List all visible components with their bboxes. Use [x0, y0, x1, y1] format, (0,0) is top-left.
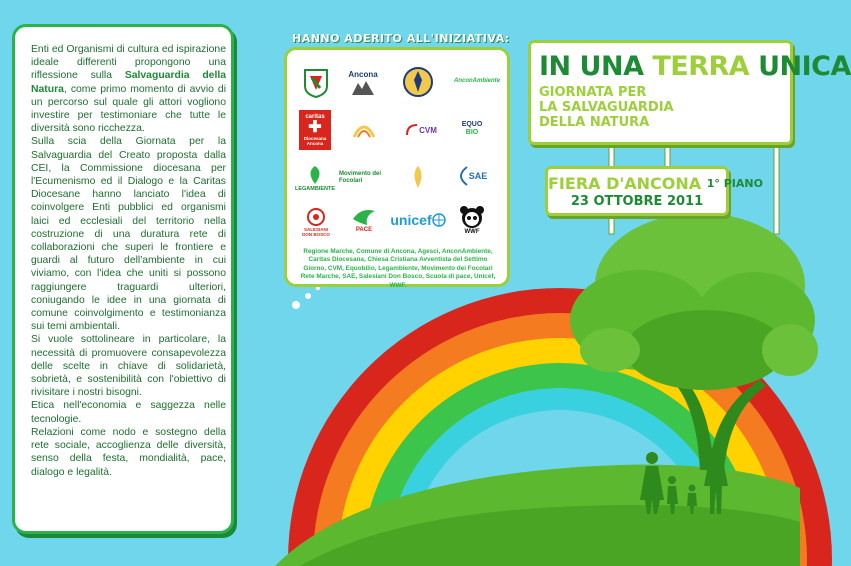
agesci-logo — [401, 64, 435, 100]
cvm-label: CVM — [419, 125, 437, 135]
caritas-logo — [299, 110, 331, 150]
unicef-logo — [385, 210, 451, 230]
unicef-label: unicef — [390, 212, 432, 228]
pace-logo — [347, 202, 381, 236]
cvm-swirl-icon — [405, 123, 419, 137]
sae-label: SAE — [468, 171, 488, 181]
sae-logo — [451, 160, 491, 192]
wwf-label: WWF — [464, 229, 480, 235]
cvm-logo — [401, 118, 441, 142]
ancona-label: Ancona — [348, 69, 378, 79]
legambiente-label: LEGAMBIENTE — [294, 186, 336, 192]
adherents-logo-panel — [284, 47, 510, 287]
intro-p1-start: Enti ed Organismi di cultura ed ispirazione ideale differenti propongono una riflessione sulla — [31, 44, 226, 82]
subtitle-line-3: DELLA NATURA — [539, 115, 650, 130]
chiesa-avventista-logo — [349, 114, 379, 144]
event-sign — [545, 166, 763, 216]
caritas-label: caritas — [305, 114, 325, 120]
adherents-title: HANNO ADERITO ALL'INIZIATIVA: — [292, 32, 510, 45]
intro-text — [31, 43, 226, 479]
intro-text-box — [12, 24, 234, 534]
equobio-logo — [457, 114, 487, 144]
event-floor: 1° PIANO — [706, 177, 763, 190]
sae-arc-icon — [455, 165, 469, 187]
focolari-logo: Movimento dei Focolari — [339, 171, 382, 184]
intro-paragraph-3: Si vuole sottolineare in particolare, la necessità di promuovere consapevolezza delle scelte in chiave di solidarietà, sobrietà, e sostenibilità con l'obiettivo di rivisitare i nostri bisogni. — [31, 334, 226, 399]
subtitle-line-1: GIORNATA PER — [539, 85, 647, 100]
anconambiente-logo: AnconAmbiente — [454, 78, 501, 84]
salesiani-emblem-icon — [306, 207, 326, 227]
panda-icon — [459, 205, 485, 229]
salesiani-logo — [299, 204, 333, 240]
event-place-line — [548, 174, 763, 193]
event-place: FIERA D'ANCONA — [548, 174, 702, 193]
intro-paragraph-5: Relazioni come nodo e sostegno della rete sociale, accoglienza delle diversità, senso della festa, mondialità, pace, dialogo e legalità. — [31, 426, 226, 478]
intro-paragraph-2: Sulla scia della Giornata per la Salvaguardia del Creato proposta dalla CEI, la Commissione diocesana per l'Ecumenismo ed il Dialogo e la Caritas Diocesane hanno lanciato l'idea di coinvolgere Enti pubblici ed organismi laici ed ecclesiali del territorio nella costruzione di una duratura rete di collaborazioni che superi le frontiere e guardi al futuro dell'ambiente in cui viviamo, con l'idea che uniti si possono raggiungere traguardi ulteriori, coniugando le idee in una giornata di comune coinvolgimento e testimonianza sui temi ambientali. — [31, 136, 226, 333]
legambiente-logo — [293, 160, 337, 196]
title-word-3: UNICA — [749, 51, 851, 82]
subtitle — [539, 85, 674, 130]
event-date: 23 OTTOBRE 2011 — [570, 194, 704, 209]
intro-p1-highlight: Salvaguardia della Natura — [31, 70, 227, 95]
equo-label: EQUO — [461, 121, 483, 128]
title-word-2: TERRA — [652, 51, 750, 82]
intro-p1-end: , come primo momento di avvio di un percorso sul quale gli attori vogliono investire per testimoniare che tutte le diversità sono ricchezza. — [31, 83, 226, 135]
title-sign — [528, 40, 851, 145]
regione-marche-logo — [301, 66, 331, 100]
cross-icon: ✚ — [308, 119, 322, 136]
title-word-1: IN UNA — [539, 51, 653, 82]
leaf-icon — [304, 164, 326, 186]
main-title — [539, 51, 851, 82]
caritas-sub-label: Diocesana Ancona — [303, 136, 327, 146]
adherents-list: Regione Marche, Comune di Ancona, Agesci, AnconAmbiente, Caritas Diocesana, Chiesa Cristiana Avventista del Settimo Giorno, CVM, Equobilio, Legambiente, Movimento dei Focolari Rete Marche, SAE, Salesiani Don Bosco, Scuola di pace, Unicef, WWF. — [300, 248, 496, 289]
wwf-logo — [455, 202, 489, 238]
bio-label: BIO — [465, 129, 479, 136]
scuola-di-pace-logo — [405, 162, 431, 192]
dove-icon — [351, 205, 377, 227]
comune-ancona-logo — [343, 64, 383, 102]
unicef-globe-icon — [432, 213, 446, 227]
subtitle-line-2: LA SALVAGUARDIA — [539, 100, 674, 115]
pace-label: PACE — [355, 227, 373, 233]
salesiani-label: SALESIANI DON BOSCO — [302, 227, 330, 237]
intro-paragraph-1 — [31, 43, 226, 135]
intro-paragraph-4: Etica nell'economia e saggezza nelle tecnologie. — [31, 400, 226, 425]
